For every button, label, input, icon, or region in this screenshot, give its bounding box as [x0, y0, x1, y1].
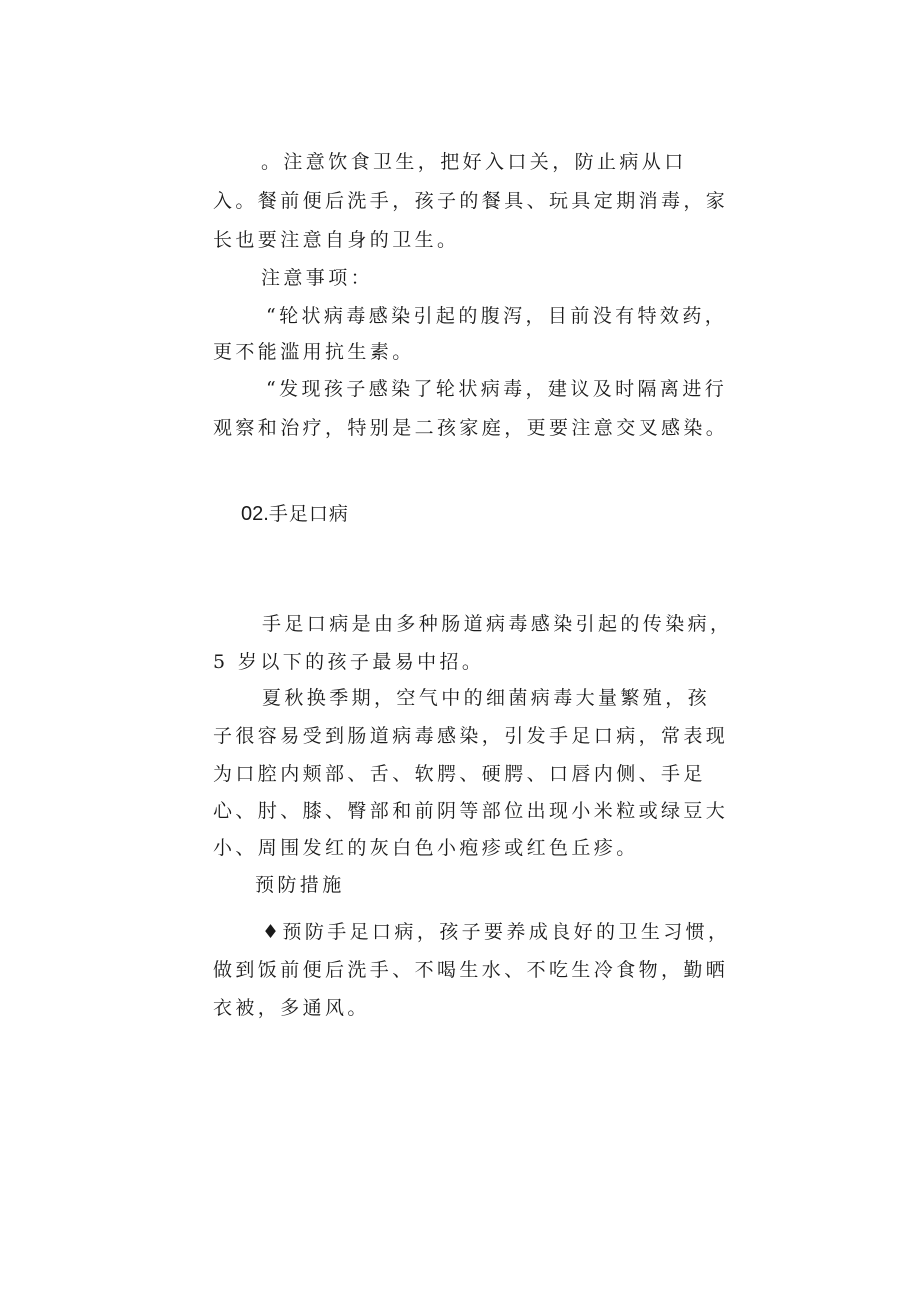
note-antibiotics-line-2: 更不能滥用抗生素。 — [213, 341, 415, 363]
notes-heading: 注意事项： — [261, 267, 374, 289]
paragraph-symptoms-line-3: 为口腔内颊部、舌、软腭、硬腭、口唇内侧、手足 — [213, 763, 706, 785]
paragraph-symptoms-line-2: 子很容易受到肠道病毒感染，引发手足口病，常表现 — [213, 725, 729, 747]
prevention-heading: 预防措施 — [255, 874, 345, 896]
note-isolation-line-1: “发现孩子感染了轮状病毒，建议及时隔离进行 — [266, 378, 728, 400]
prevention-paragraph-line-1: ♦预防手足口病，孩子要养成良好的卫生习惯， — [262, 921, 731, 943]
prevention-paragraph-line-3: 衣被，多通风。 — [213, 997, 370, 1019]
paragraph-definition-line-1: 手足口病是由多种肠道病毒感染引起的传染病， — [262, 613, 733, 635]
prevention-paragraph-line-2: 做到饭前便后洗手、不喝生水、不吃生冷食物，勤晒 — [213, 959, 729, 981]
note-isolation-line-2: 观察和治疗，特别是二孩家庭，更要注意交叉感染。 — [213, 417, 729, 439]
section-heading-hand-foot-mouth — [241, 502, 349, 526]
paragraph-symptoms-line-1: 夏秋换季期，空气中的细菌病毒大量繁殖，孩 — [262, 687, 711, 709]
section-title: 手足口病 — [268, 503, 349, 525]
paragraph-symptoms-line-5: 小、周围发红的灰白色小疱疹或红色丘疹。 — [213, 837, 639, 859]
note-antibiotics-line-1: “轮状病毒感染引起的腹泻，目前没有特效药， — [266, 305, 728, 327]
paragraph-diet-hygiene-line-3: 长也要注意自身的卫生。 — [213, 229, 460, 251]
paragraph-symptoms-line-4: 心、肘、膝、臀部和前阴等部位出现小米粒或绿豆大 — [213, 800, 729, 822]
section-number: 02. — [241, 503, 269, 525]
paragraph-diet-hygiene-line-1: 。注意饮食卫生，把好入口关，防止病从口 — [261, 151, 687, 173]
paragraph-diet-hygiene-line-2: 入。餐前便后洗手，孩子的餐具、玩具定期消毒，家 — [213, 190, 729, 212]
paragraph-definition-line-2: 5 岁以下的孩子最易中招。 — [213, 651, 485, 673]
